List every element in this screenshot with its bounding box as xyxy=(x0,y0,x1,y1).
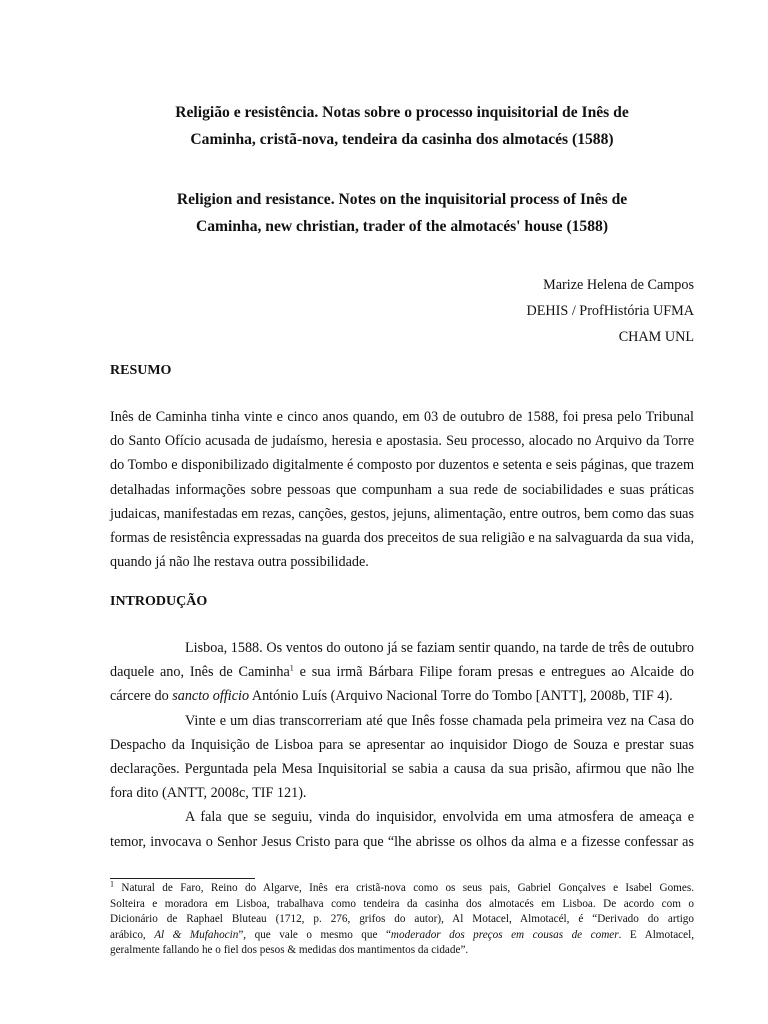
author-block xyxy=(527,272,695,350)
intro-line: Vinte e um dias transcorreriam até que Inês fosse chamada pela primeira vez na Casa do xyxy=(185,712,694,729)
intro-line: temor, invocava o Senhor Jesus Cristo para que “lhe abrisse os olhos da alma e a fizesse confessar as xyxy=(110,833,694,850)
abstract-line: detalhadas informações sobre pessoas que compunham a sua rede de sociabilidades e suas práticas xyxy=(110,481,694,498)
title-pt-line: Religião e resistência. Notas sobre o processo inquisitorial de Inês de xyxy=(175,104,629,121)
introduction-heading: INTRODUÇÃO xyxy=(110,594,208,609)
resumo-heading: RESUMO xyxy=(110,363,172,378)
footnote xyxy=(110,881,694,959)
title-english xyxy=(110,186,694,240)
abstract-line: do Santo Ofício acusada de judaísmo, heresia e apostasia. Seu processo, alocado no Arquivo da Torre xyxy=(110,433,694,450)
italic-term: sancto officio xyxy=(172,688,250,705)
intro-line xyxy=(110,684,694,708)
footnote-line xyxy=(110,928,694,944)
title-pt-line: Caminha, cristã-nova, tendeira da casinha dos almotacés (1588) xyxy=(190,131,614,148)
title-portuguese xyxy=(110,99,694,153)
abstract-line: quando já não lhe restava outra possibilidade. xyxy=(110,554,369,571)
abstract-line: judaicas, manifestadas em rezas, canções, gestos, jejuns, alimentação, entre outros, bem como das suas xyxy=(110,505,694,522)
abstract-paragraph xyxy=(110,405,694,574)
footnote-line: Dicionário de Raphael Bluteau (1712, p. 276, grifos do autor), Al Motacel, Almotacél, é “Derivado do artigo xyxy=(110,913,694,926)
italic-term: Al & Mufahocin xyxy=(154,928,239,941)
italic-term: moderador dos preços em cousas de comer xyxy=(390,928,619,941)
author-affiliation: CHAM UNL xyxy=(618,329,694,345)
abstract-line: Inês de Caminha tinha vinte e cinco anos quando, em 03 de outubro de 1588, foi presa pelo Tribunal xyxy=(110,409,694,425)
intro-text: António Luís (Arquivo Nacional Torre do Tombo [ANTT], 2008b, TIF 4). xyxy=(249,688,673,705)
intro-line: declarações. Perguntada pela Mesa Inquisitorial se sabia a causa da sua prisão, afirmou que não lhe xyxy=(110,761,694,778)
footnote-separator xyxy=(110,878,255,879)
title-en-line: Religion and resistance. Notes on the inquisitorial process of Inês de xyxy=(176,191,628,208)
footnote-text: arábico, xyxy=(110,928,155,941)
footnote-line: Solteira e moradora em Lisboa, trabalhava como tendeira da casinha dos almotacés em Lisboa. De acordo com o xyxy=(110,897,694,910)
title-en-line: Caminha, new christian, trader of the almotacés' house (1588) xyxy=(195,218,609,235)
abstract-line: do Tombo e disponibilizado digitalmente é composto por duzentos e setenta e seis páginas, que trazem xyxy=(110,457,694,474)
author-affiliation: DEHIS / ProfHistória UFMA xyxy=(526,303,694,319)
intro-text: daquele ano, Inês de Caminha xyxy=(110,664,290,681)
intro-line: Despacho da Inquisição de Lisboa para se apresentar ao inquisidor Diogo de Souza e prestar suas xyxy=(110,736,694,753)
intro-line: Lisboa, 1588. Os ventos do outono já se faziam sentir quando, na tarde de três de outubro xyxy=(185,640,694,656)
footnote-text: . E Almotacel, xyxy=(618,928,695,941)
footnote-line xyxy=(110,881,694,897)
intro-text: e sua irmã Bárbara Filipe foram presas e entregues ao Alcaide do xyxy=(293,664,695,681)
footnote-text: Natural de Faro, Reino do Algarve, Inês era cristã-nova como os seus pais, Gabriel Gonçalves e Isabel Gomes. xyxy=(114,882,694,894)
footnote-text: ”, que vale o mesmo que “ xyxy=(238,928,391,941)
author-name: Marize Helena de Campos xyxy=(543,277,694,293)
intro-line xyxy=(110,660,694,684)
abstract-line: formas de resistência expressadas na guarda dos preceitos de sua religião e na salvaguarda da sua vida, xyxy=(110,530,694,547)
introduction-body xyxy=(110,636,694,854)
footnote-ref[interactable]: 1 xyxy=(289,663,294,673)
footnote-mark: 1 xyxy=(110,879,114,889)
intro-line: A fala que se seguiu, vinda do inquisidor, envolvida em uma atmosfera de ameaça e xyxy=(185,809,694,826)
footnote-line: geralmente fallando he o fiel dos pesos & medidas dos mantimentos da cidade”. xyxy=(110,944,469,957)
intro-line: fora dito (ANTT, 2008c, TIF 121). xyxy=(110,785,307,802)
intro-text: cárcere do xyxy=(110,688,173,705)
